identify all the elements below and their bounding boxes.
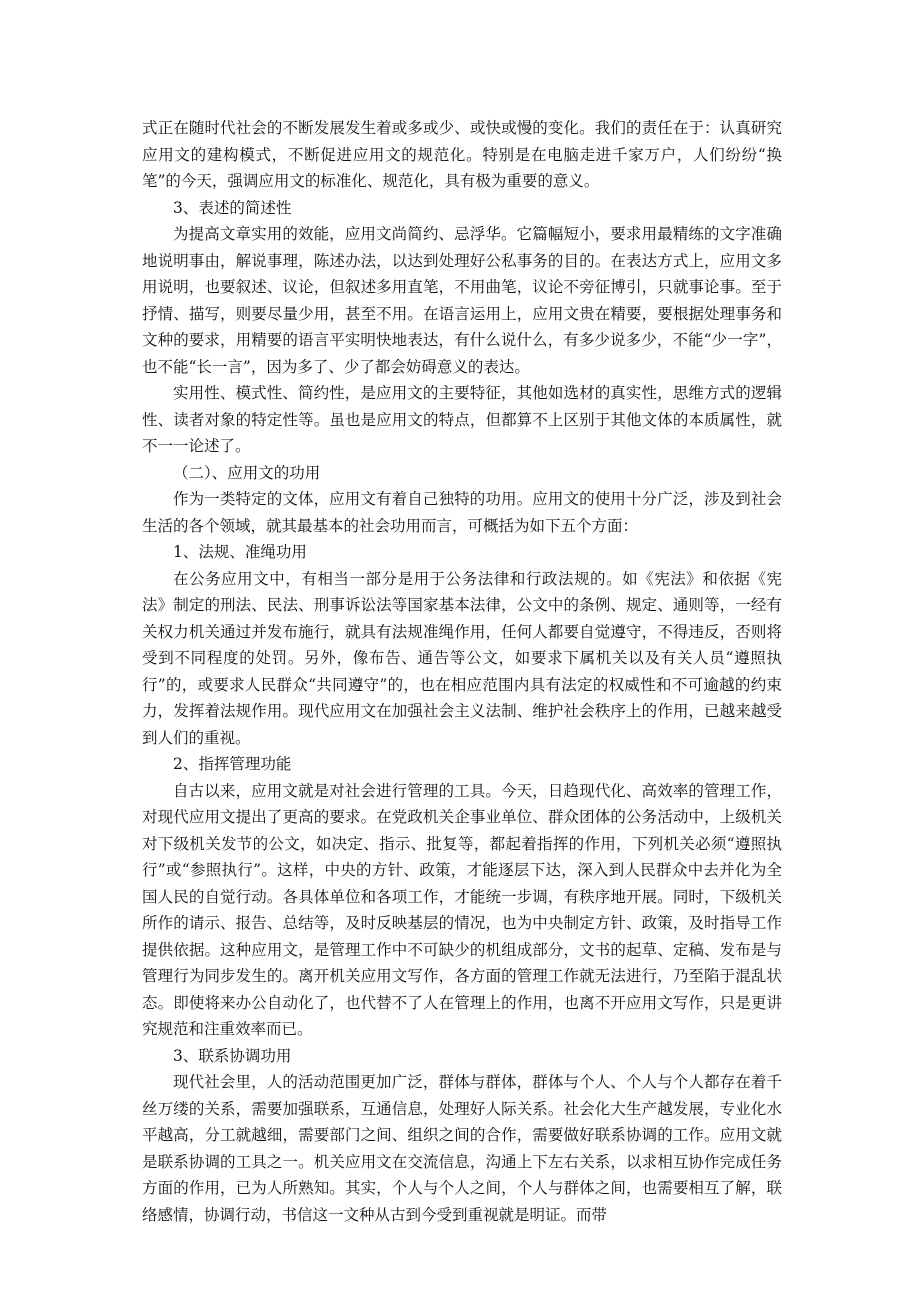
document-page (142, 115, 782, 1228)
paragraph-concise-body: 为提高文章实用的效能，应用文尚简约、忌浮华。它篇幅短小，要求用最精练的文字准确地说明事由，解说事理，陈述办法，以达到处理好公私事务的目的。在表达方式上，应用文多用说明，也要叙述、议论，但叙述多用直笔，不用曲笔，议论不旁征博引，只就事论事。至于抒情、描写，则要尽量少用，甚至不用。在语言运用上，应用文贵在精要，要根据处理事务和文种的要求，用精要的语言平实明快地表达，有什么说什么，有多少说多少，不能“少一字”，也不能“长一言”，因为多了、少了都会妨碍意义的表达。 (142, 225, 782, 376)
section-heading-functions: （二）、应用文的功用 (173, 463, 321, 482)
paragraph-management-body: 自古以来，应用文就是对社会进行管理的工具。今天，日趋现代化、高效率的管理工作，对现代应用文提出了更高的要求。在党政机关企事业单位、群众团体的公务活动中，上级机关对下级机关发节的公文，如决定、指示、批复等，都起着指挥的作用，下列机关必须“遵照执行”或“参照执行”。这样，中央的方针、政策，才能逐层下达，深入到人民群众中去并化为全国人民的自觉行动。各具体单位和各项工作，才能统一步调，有秩序地开展。同时，下级机关所作的请示、报告、总结等，及时反映基层的情况，也为中央制定方针、政策，及时指导工作提供依据。这种应用文，是管理工作中不可缺少的机组成部分，文书的起草、定稿、发布是与管理行为同步发生的。离开机关应用文写作，各方面的管理工作就无法进行，乃至陷于混乱状态。即使将来办公自动化了，也代替不了人在管理上的作用，也离不开应用文写作，只是更讲究规范和注重效率而已。 (142, 781, 782, 1038)
section-heading-regulation: 1、法规、准绳功用 (173, 543, 307, 561)
paragraph-regulation-body: 在公务应用文中，有相当一部分是用于公务法律和行政法规的。如《宪法》和依据《宪法》制定的刑法、民法、刑事诉讼法等国家基本法律，公文中的条例、规定、通则等，一经有关权力机关通过并发布施行，就具有法规准绳作用，任何人都要自觉遵守，不得违反，否则将受到不同程度的处罚。另外，像布告、通告等公文，如要求下属机关以及有关人员“遵照执行”的，或要求人民群众“共同遵守”的，也在相应范围内具有法定的权威性和不可逾越的约束力，发挥着法规作用。现代应用文在加强社会主义法制、维护社会秩序上的作用，已越来越受到人们的重视。 (142, 569, 782, 747)
paragraph-functions-intro: 作为一类特定的文体，应用文有着自己独特的功用。应用文的使用十分广泛，涉及到社会生活的各个领域，就其最基本的社会功用而言，可概括为如下五个方面： (142, 490, 782, 535)
section-heading-management: 2、指挥管理功能 (173, 755, 292, 773)
paragraph-continued: 式正在随时代社会的不断发展发生着或多或少、或快或慢的变化。我们的责任在于：认真研究应用文的建构模式，不断促进应用文的规范化。特别是在电脑走进千家万户，人们纷纷“换笔”的今天，强调应用文的标准化、规范化，具有极为重要的意义。 (142, 119, 782, 190)
paragraph-features-summary: 实用性、模式性、简约性，是应用文的主要特征，其他如选材的真实性，思维方式的逻辑性、读者对象的特定性等。虽也是应用文的特点，但都算不上区别于其他文体的本质属性，就不一一论述了。 (142, 384, 782, 455)
paragraph-coordination-body: 现代社会里，人的活动范围更加广泛，群体与群体，群体与个人、个人与个人都存在着千丝万缕的关系，需要加强联系，互通信息，处理好人际关系。社会化大生产越发展，专业化水平越高，分工就越细，需要部门之间、组织之间的合作，需要做好联系协调的工作。应用文就是联系协调的工具之一。机关应用文在交流信息，沟通上下左右关系，以求相互协作完成任务方面的作用，已为人所熟知。其实，个人与个人之间，个人与群体之间，也需要相互了解，联络感情，协调行动，书信这一文种从古到今受到重视就是明证。而带 (142, 1073, 782, 1224)
section-heading-coordination: 3、联系协调功用 (173, 1046, 292, 1065)
section-heading-concise: 3、表述的简述性 (173, 198, 292, 217)
